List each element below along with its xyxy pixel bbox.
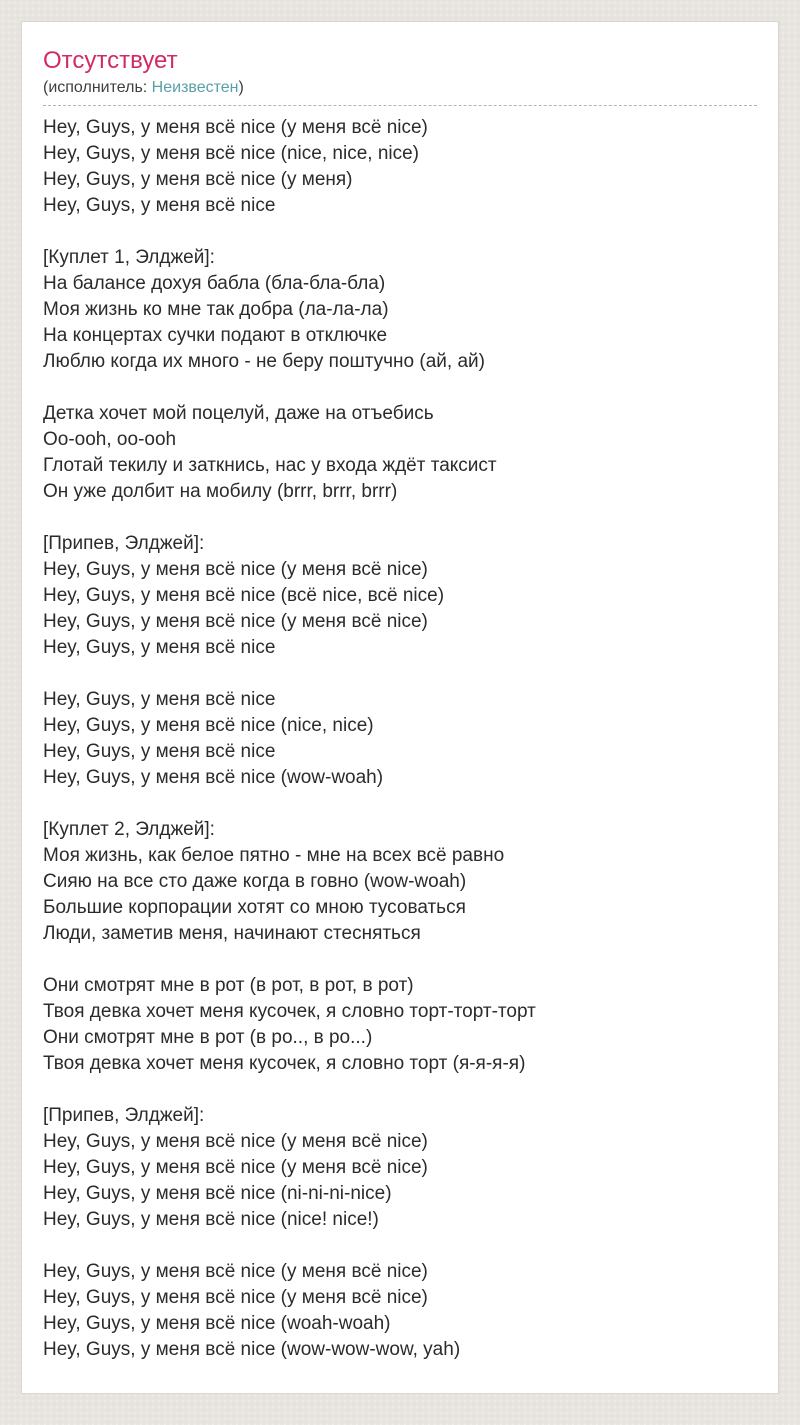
page-title: Отсутствует: [43, 47, 178, 74]
lyric-line: Они смотрят мне в рот (в ро.., в ро...): [43, 1027, 373, 1048]
lyric-line: Hey, Guys, у меня всё nice: [43, 689, 276, 710]
lyric-stanza: [43, 401, 757, 505]
lyric-line: Люди, заметив меня, начинают стесняться: [43, 923, 421, 944]
artist-line: [43, 77, 757, 106]
lyric-line: На концертах сучки подают в отключке: [43, 325, 388, 346]
lyric-line: Hey, Guys, у меня всё nice (у меня всё nice): [43, 117, 428, 138]
lyric-line: Hey, Guys, у меня всё nice (woah-woah): [43, 1313, 391, 1334]
lyric-stanza: [43, 973, 757, 1077]
lyric-line: Oo-ooh, oo-ooh: [43, 429, 177, 450]
lyric-stanza: [43, 531, 757, 661]
lyric-line: Hey, Guys, у меня всё nice (у меня всё nice): [43, 1287, 428, 1308]
artist-label-close: ): [238, 79, 244, 96]
lyric-line: Сияю на все сто даже когда в говно (wow-woah): [43, 871, 467, 892]
lyric-line: Твоя девка хочет меня кусочек, я словно торт-торт-торт: [43, 1001, 536, 1022]
lyric-line: Hey, Guys, у меня всё nice (у меня всё nice): [43, 1261, 428, 1282]
lyrics-text: [43, 115, 757, 1363]
lyric-stanza: [43, 1259, 757, 1363]
lyric-line: Hey, Guys, у меня всё nice (у меня): [43, 169, 353, 190]
lyric-line: [Припев, Элджей]:: [43, 1105, 205, 1126]
lyric-line: Твоя девка хочет меня кусочек, я словно торт (я-я-я-я): [43, 1053, 526, 1074]
lyric-line: Hey, Guys, у меня всё nice (nice, nice, nice): [43, 143, 420, 164]
lyric-stanza: [43, 817, 757, 947]
lyric-line: Hey, Guys, у меня всё nice (wow-wow-wow, yah): [43, 1339, 461, 1360]
lyric-line: На балансе дохуя бабла (бла-бла-бла): [43, 273, 386, 294]
lyric-line: Hey, Guys, у меня всё nice (всё nice, всё nice): [43, 585, 445, 606]
lyric-line: Он уже долбит на мобилу (brrr, brrr, brrr): [43, 481, 398, 502]
lyric-line: Hey, Guys, у меня всё nice: [43, 741, 276, 762]
lyric-line: Hey, Guys, у меня всё nice: [43, 637, 276, 658]
lyric-line: Hey, Guys, у меня всё nice (ni-ni-ni-nice): [43, 1183, 392, 1204]
lyric-line: Моя жизнь, как белое пятно - мне на всех всё равно: [43, 845, 505, 866]
lyric-line: Hey, Guys, у меня всё nice: [43, 195, 276, 216]
lyric-line: Детка хочет мой поцелуй, даже на отъебись: [43, 403, 434, 424]
lyric-stanza: [43, 1103, 757, 1233]
lyric-line: Моя жизнь ко мне так добра (ла-ла-ла): [43, 299, 389, 320]
lyric-line: Hey, Guys, у меня всё nice (у меня всё nice): [43, 611, 428, 632]
lyric-line: Люблю когда их много - не беру поштучно (ай, ай): [43, 351, 485, 372]
lyric-line: Hey, Guys, у меня всё nice (у меня всё nice): [43, 1157, 428, 1178]
lyric-stanza: [43, 115, 757, 219]
lyric-line: Глотай текилу и заткнись, нас у входа ждёт таксист: [43, 455, 497, 476]
lyrics-card: [21, 21, 779, 1394]
lyric-stanza: [43, 687, 757, 791]
lyric-line: [Куплет 2, Элджей]:: [43, 819, 215, 840]
lyric-line: Они смотрят мне в рот (в рот, в рот, в рот): [43, 975, 414, 996]
lyric-line: Hey, Guys, у меня всё nice (у меня всё nice): [43, 1131, 428, 1152]
artist-label: (исполнитель:: [43, 79, 148, 96]
lyric-line: [Припев, Элджей]:: [43, 533, 205, 554]
lyric-line: Hey, Guys, у меня всё nice (у меня всё nice): [43, 559, 428, 580]
lyric-line: Большие корпорации хотят со мною тусоваться: [43, 897, 466, 918]
artist-link[interactable]: Неизвестен: [151, 79, 239, 96]
lyric-line: Hey, Guys, у меня всё nice (nice! nice!): [43, 1209, 379, 1230]
lyric-line: Hey, Guys, у меня всё nice (nice, nice): [43, 715, 374, 736]
lyric-line: [Куплет 1, Элджей]:: [43, 247, 215, 268]
lyric-line: Hey, Guys, у меня всё nice (wow-woah): [43, 767, 384, 788]
lyric-stanza: [43, 245, 757, 375]
